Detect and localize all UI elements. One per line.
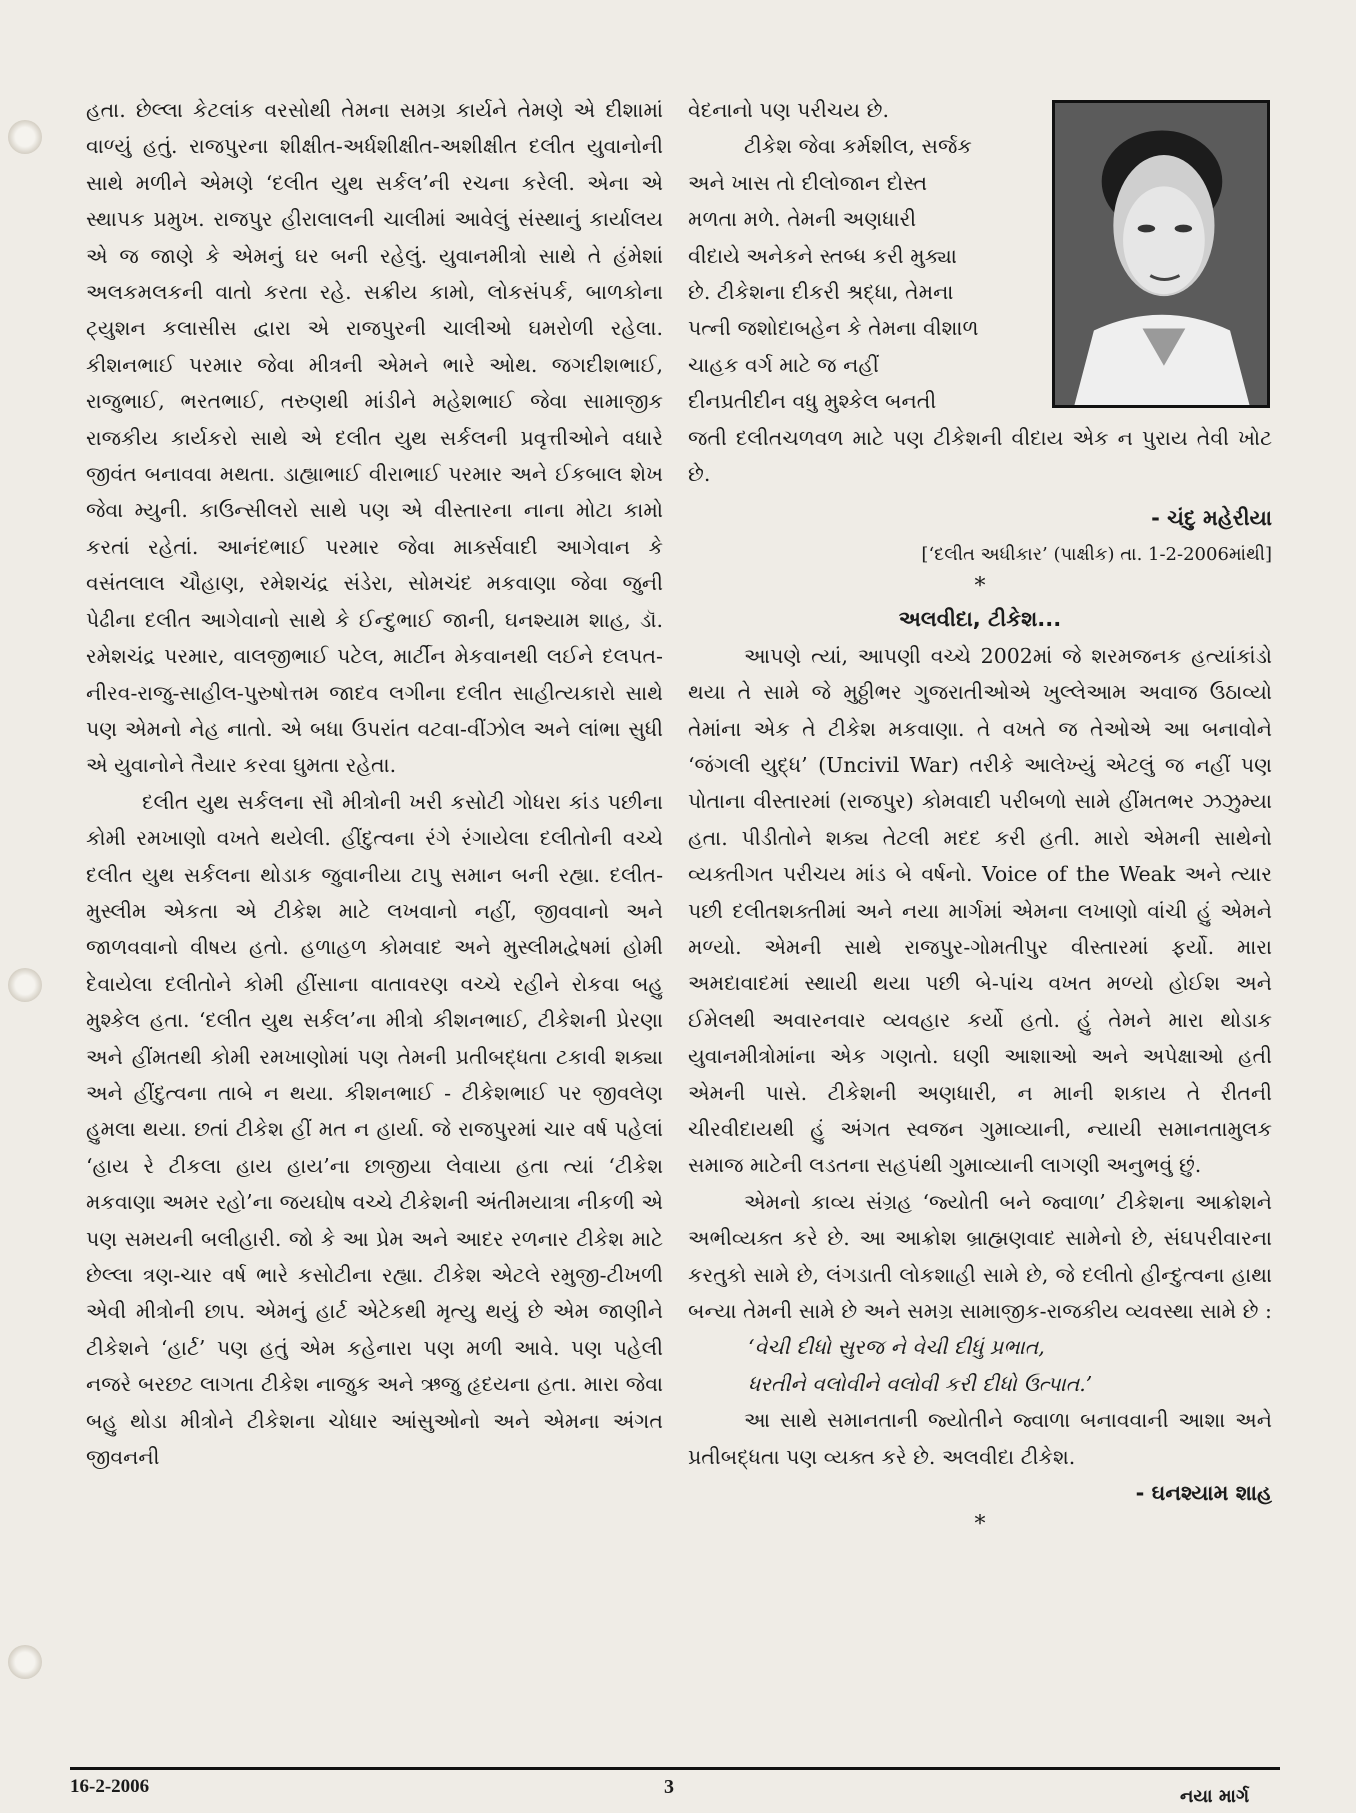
article-paragraph: દલીત યુથ સર્કલના સૌ મીત્રોની ખરી કસોટી ગોધરા કાંડ પછીના કોમી રમખાણો વખતે થયેલી. હીંદુત્વના રંગે રંગાયેલા દલીતોની વચ્ચે દલીત યુથ સર્કલના થોડાક જુવાનીયા ટાપુ સમાન બની રહ્યા. દલીત-મુસ્લીમ એકતા એ ટીકેશ માટે લખવાનો નહીં, જીવવાનો અને જાળવવાનો વીષય હતો. હળાહળ કોમવાદ અને મુસ્લીમદ્વેષમાં હોમી દેવાયેલા દલીતોને કોમી હીંસાના વાતાવરણ વચ્ચે રહીને રોકવા બહુ મુશ્કેલ હતા. ‘દલીત યુથ સર્કલ’ના મીત્રો કીશનભાઈ, ટીકેશની પ્રેરણા અને હીંમતથી કોમી રમખાણોમાં પણ તેમની પ્રતીબદ્ધતા ટકાવી શક્યા અને હીંદુત્વના તાબે ન થયા. કીશનભાઈ - ટીકેશભાઈ પર જીવલેણ હુમલા થયા. છતાં ટીકેશ હીં મત ન હાર્યા. જે રાજપુરમાં ચાર વર્ષ પહેલાં ‘હાય રે ટીકલા હાય હાય’ના છાજીયા લેવાયા હતા ત્યાં ‘ટીકેશ મકવાણા અમર રહો’ના જયઘોષ વચ્ચે ટીકેશની અંતીમયાત્રા નીકળી એ પણ સમયની બલીહારી. જો કે આ પ્રેમ અને આદર રળનાર ટીકેશ માટે છેલ્લા ત્રણ-ચાર વર્ષ ભારે કસોટીના રહ્યા. ટીકેશ એટલે રમુજી-ટીખળી એવી મીત્રોની છાપ. એમનું હાર્ટ એટેકથી મૃત્યુ થયું છે એમ જાણીને ટીકેશને ‘હાર્ટ’ પણ હતું એમ કહેનારા પણ મળી આવે. પણ પહેલી નજરે બરછટ લાગતા ટીકેશ નાજુક અને ઋજુ હૃદયના હતા. મારા જેવા બહુ થોડા મીત્રોને ટીકેશના ચોધાર આંસુઓનો અને એમના અંગત જીવનની xyxy=(86,789,663,1470)
article-paragraph: આપણે ત્યાં, આપણી વચ્ચે 2002માં જે શરમજનક હત્યાંકાંડો થયા તે સામે જે મુઠ્ઠીભર ગુજરાતીઓએ ખુલ્લેઆમ અવાજ ઉઠાવ્યો તેમાંના એક તે ટીકેશ મકવાણા. તે વખતે જ તેઓએ આ બનાવોને ‘જંગલી યુદ્ધ’ (Uncivil War) તરીકે આલેખ્યું એટલું જ નહીં પણ પોતાના વીસ્તારમાં (રાજપુર) કોમવાદી પરીબળો સામે હીંમતભર ઝઝુમ્યા હતા. પીડીતોને શક્ય તેટલી મદદ કરી હતી. મારો એમની સાથેનો વ્યક્તીગત પરીચય માંડ બે વર્ષનો. Voice of the Weak અને ત્યાર પછી દલીતશક્તીમાં અને નયા માર્ગમાં એમના લખાણો વાંચી હું એમને મળ્યો. એમની સાથે રાજપુર-ગોમતીપુર વીસ્તારમાં ફર્યો. મારા અમદાવાદમાં સ્થાયી થયા પછી બે-પાંચ વખત મળ્યો હોઈશ અને ઈમેલથી અવારનવાર વ્યવહાર કર્યો હતો. હું તેમને મારા થોડાક યુવાનમીત્રોમાંના એક ગણતો. ઘણી આશાઓ અને અપેક્ષાઓ હતી એમની પાસે. ટીકેશની અણધારી, ન માની શકાય તે રીતની ચીરવીદાયથી હું અંગત સ્વજન ગુમાવ્યાની, ન્યાયી સમાનતામુલક સમાજ માટેની લડતના સહપંથી ગુમાવ્યાની લાગણી અનુભવું છું. xyxy=(688,643,1272,1178)
article-paragraph: એમનો કાવ્ય સંગ્રહ ‘જ્યોતી બને જ્વાળા’ ટીકેશના આક્રોશને અભીવ્યક્ત કરે છે. આ આક્રોશ બ્રાહ્મણવાદ સામેનો છે, સંઘપરીવારના કરતુકો સામે છે, લંગડાતી લોકશાહી સામે છે, જે દલીતો હીન્દુત્વના હાથા બન્યા તેમની સામે છે અને સમગ્ર સામાજીક-રાજકીય વ્યવસ્થા સામે છે : xyxy=(688,1189,1272,1323)
text-line: મળતા મળે. તેમની અણધારી xyxy=(688,207,917,232)
separator-star: * xyxy=(974,574,986,600)
text-line: પત્ની જશોદાબહેન કે તેમના વીશાળ xyxy=(688,316,979,341)
punch-hole xyxy=(8,1645,42,1679)
left-column xyxy=(86,92,663,1475)
text-line: દીનપ્રતીદીન વધુ મુશ્કેલ બનતી xyxy=(688,389,937,414)
footer-rule xyxy=(70,1767,1280,1770)
punch-hole xyxy=(8,968,42,1002)
text-line: વેદનાનો પણ પરીચય છે. xyxy=(688,98,889,122)
page-number: 3 xyxy=(664,1776,674,1798)
poem-line: ધરતીને વલોવીને વલોવી કરી દીધો ઉત્પાત.’ xyxy=(748,1371,1093,1396)
article-paragraph: જતી દલીતચળવળ માટે પણ ટીકેશની વીદાય એક ન પુરાય તેવી ખોટ છે. xyxy=(688,425,1272,487)
wrapped-text-beside-photo xyxy=(688,92,1038,420)
source-citation: [‘દલીત અધીકાર’ (પાક્ષીક) તા. 1-2-2006માંથી] xyxy=(921,543,1272,565)
right-column xyxy=(688,92,1272,1539)
footer-date: 16-2-2006 xyxy=(70,1776,150,1797)
article-heading: અલવીદા, ટીકેશ... xyxy=(898,607,1062,632)
author-signature: - ઘનશ્યામ શાહ xyxy=(1135,1481,1272,1506)
text-line: વીદાયે અનેકને સ્તબ્ધ કરી મુક્યા xyxy=(688,243,957,268)
punch-hole xyxy=(8,120,42,154)
text-line: ચાહક વર્ગ માટે જ નહીં xyxy=(688,352,879,377)
article-paragraph: હતા. છેલ્લા કેટલાંક વરસોથી તેમના સમગ્ર કાર્યને તેમણે એ દીશામાં વાળ્યું હતું. રાજપુરના શીક્ષીત-અર્ધશીક્ષીત-અશીક્ષીત દલીત યુવાનોની સાથે મળીને એમણે ‘દલીત યુથ સર્કલ’ની રચના કરેલી. એના એ સ્થાપક પ્રમુખ. રાજપુર હીરાલાલની ચાલીમાં આવેલું સંસ્થાનું કાર્યાલય એ જ જાણે કે એમનું ઘર બની રહેલું. યુવાનમીત્રો સાથે તે હંમેશાં અલકમલકની વાતો કરતા રહે. સક્રીય કામો, લોકસંપર્ક, બાળકોના ટ્યુશન કલાસીસ દ્વારા એ રાજપુરની ચાલીઓ ઘમરોળી રહેલા. કીશનભાઈ પરમાર જેવા મીત્રની એમને ભારે ઓથ. જગદીશભાઈ, રાજુભાઈ, ભરતભાઈ, તરુણથી માંડીને મહેશભાઈ જેવા સામાજીક રાજકીય કાર્યકરો સાથે એ દલીત યુથ સર્કલની પ્રવૃત્તીઓને વધારે જીવંત બનાવવા મથતા. ડાહ્યાભાઈ વીરાભાઈ પરમાર અને ઈકબાલ શેખ જેવા મ્યુની. કાઉન્સીલરો સાથે પણ એ વીસ્તારના નાના મોટા કામો કરતાં રહેતાં. આનંદભાઈ પરમાર જેવા માર્ક્સવાદી આગેવાન કે વસંતલાલ ચૌહાણ, રમેશચંદ્ર સંડેરા, સોમચંદ મકવાણા જેવા જુની પેઢીના દલીત આગેવાનો સાથે કે ઈન્દુભાઈ જાની, ઘનશ્યામ શાહ, ડૉ. રમેશચંદ્ર પરમાર, વાલજીભાઈ પટેલ, માર્ટીન મેકવાનથી લઈને દલપત-નીરવ-રાજુ-સાહીલ-પુરુષોત્તમ જાદવ લગીના દલીત સાહીત્યકારો સાથે પણ એમનો નેહ નાતો. એ બધા ઉપરાંત વટવા-વીંઝોલ અને લાંભા સુધી એ યુવાનોને તૈયાર કરવા ઘુમતા રહેતા. xyxy=(86,98,663,778)
text-line: ટીકેશ જેવા કર્મશીલ, સર્જક xyxy=(744,134,972,159)
magazine-name: નયા માર્ગ xyxy=(1180,1786,1250,1807)
poem-line: ‘વેચી દીધો સુરજ ને વેચી દીધું પ્રભાત, xyxy=(748,1335,1045,1360)
text-line: છે. ટીકેશના દીકરી શ્રદ્ધા, તેમના xyxy=(688,280,954,305)
text-line: અને ખાસ તો દીલોજાન દોસ્ત xyxy=(688,170,928,195)
end-star: * xyxy=(974,1512,986,1538)
article-paragraph: આ સાથે સમાનતાની જ્યોતીને જ્વાળા બનાવવાની આશા અને પ્રતીબદ્ધતા પણ વ્યક્ત કરે છે. અલવીદા ટીકેશ. xyxy=(688,1408,1272,1469)
author-signature: - ચંદુ મહેરીયા xyxy=(1151,506,1272,531)
